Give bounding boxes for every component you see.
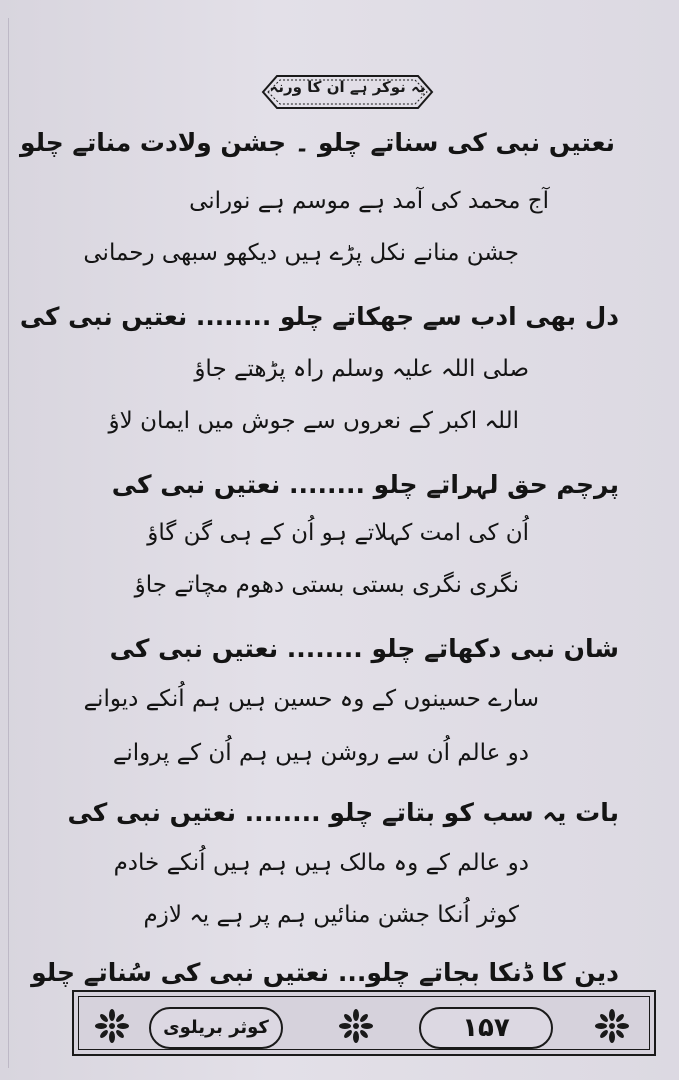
refrain-line: شان نبی دکھاتے چلو ........ نعتیں نبی کی: [109, 634, 619, 663]
flower-ornament-icon: [337, 1007, 375, 1045]
verse-line: سارے حسینوں کے وہ حسین ہیں ہم اُنکے دیوانے: [83, 686, 539, 712]
refrain-line: نعتیں نبی کی سناتے چلو ۔ جشن ولادت مناتے چلو: [19, 128, 615, 157]
refrain-line: دین کا ڈنکا بجاتے چلو... نعتیں نبی کی سُناتے چلو: [31, 958, 619, 987]
verse-line: کوثر اُنکا جشن منائیں ہم پر ہے یہ لازم: [143, 902, 519, 928]
flower-ornament-icon: [593, 1007, 631, 1045]
page-number: ۱۵۷: [419, 1007, 553, 1049]
verse-line: دو عالم کے وہ مالک ہیں ہم ہیں اُنکے خادم: [113, 850, 529, 876]
verse-line: اللہ اکبر کے نعروں سے جوش میں ایمان لاؤ: [108, 408, 519, 434]
refrain-line: بات یہ سب کو بتاتے چلو ........ نعتیں نبی کی: [67, 798, 619, 827]
footer-inner-border: [78, 996, 650, 1050]
refrain-line: دل بھی ادب سے جھکاتے چلو ........ نعتیں نبی کی: [19, 302, 619, 331]
verse-line: نگری نگری بستی بستی دھوم مچاتے جاؤ: [134, 572, 519, 598]
refrain-line: پرچم حق لہراتے چلو ........ نعتیں نبی کی: [111, 470, 619, 499]
header-cartouche: [255, 72, 440, 112]
verse-line: صلی اللہ علیہ وسلم راہ پڑھتے جاؤ: [194, 356, 529, 382]
verse-line: آج محمد کی آمد ہے موسم ہے نورانی: [189, 188, 549, 214]
author-name: کوثر بریلوی: [149, 1007, 283, 1049]
verse-line: دو عالم اُن سے روشن ہیں ہم اُن کے پروانے: [112, 740, 529, 766]
verse-line: اُن کی امت کہلاتے ہو اُن کے ہی گن گاؤ: [147, 520, 529, 546]
footer-frame: [72, 990, 656, 1056]
flower-ornament-icon: [93, 1007, 131, 1045]
header-title: یہ نوکر ہے ان کا ورنہ: [269, 78, 426, 96]
verse-line: جشن منانے نکل پڑے ہیں دیکھو سبھی رحمانی: [83, 240, 519, 266]
